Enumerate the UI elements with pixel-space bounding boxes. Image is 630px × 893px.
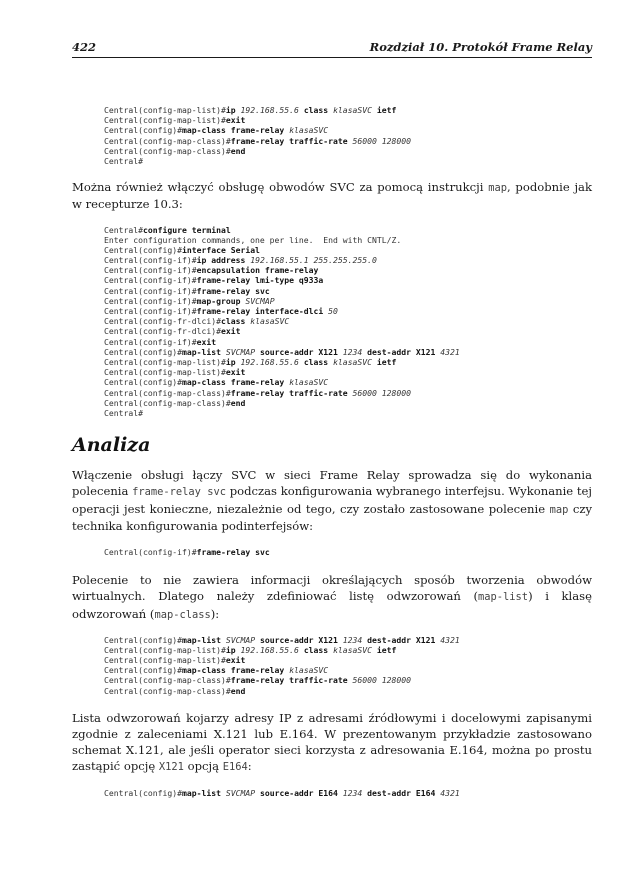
inline-code: map-class — [154, 608, 211, 621]
command-keyword: ip — [225, 356, 236, 367]
code-line — [104, 377, 592, 387]
paragraph-4 — [72, 710, 592, 776]
command-argument: klasaSVC — [289, 377, 329, 388]
code-line — [104, 306, 592, 316]
command-argument: 50 — [328, 306, 338, 317]
text-run: Central(config)# — [104, 634, 182, 645]
command-argument: klasaSVC — [289, 125, 329, 136]
command-argument: SVCMAP — [225, 346, 256, 357]
command-keyword: class — [220, 316, 246, 327]
inline-code: map — [488, 182, 507, 195]
text-run: : — [247, 759, 252, 774]
command-keyword: end — [230, 685, 246, 696]
command-keyword: ietf — [376, 356, 397, 367]
code-line — [104, 408, 592, 418]
text-run: Central(config-map-class)# — [104, 685, 231, 696]
code-line — [104, 357, 592, 367]
text-run: Central(config)# — [104, 125, 182, 136]
command-argument: klasaSVC — [333, 105, 373, 115]
text-run: Central(config)# — [104, 665, 182, 676]
text-run: Central(config-map-class)# — [104, 135, 231, 146]
command-keyword: map-class frame-relay — [181, 377, 285, 388]
command-argument: 192.168.55.6 — [240, 644, 299, 655]
command-argument: 192.168.55.1 255.255.255.0 — [250, 255, 377, 266]
inline-code: E164 — [222, 761, 248, 774]
text-run: Central(config)# — [104, 787, 182, 798]
code-line — [104, 347, 592, 357]
text-run: Central(config-if)# — [104, 265, 197, 276]
command-argument: klasaSVC — [333, 644, 373, 655]
code-line — [104, 286, 592, 296]
command-argument: 1234 — [342, 787, 363, 798]
code-line — [104, 156, 592, 166]
command-keyword: dest-addr X121 — [367, 346, 436, 357]
code-line — [104, 316, 592, 326]
text-run: Central(config)# — [104, 346, 182, 357]
text-run: ): — [210, 606, 220, 621]
command-argument: 192.168.55.6 — [240, 105, 299, 115]
command-keyword: ip — [225, 644, 236, 655]
code-line — [104, 655, 592, 665]
command-argument: 1234 — [342, 634, 363, 645]
command-keyword: interface Serial — [181, 244, 260, 255]
code-line — [104, 547, 592, 557]
paragraph-2 — [72, 467, 592, 534]
code-line — [104, 398, 592, 408]
command-keyword: map-list — [181, 787, 221, 798]
text-run: Central(config-if)# — [104, 336, 197, 347]
code-line — [104, 125, 592, 135]
text-run: podczas konfigurowania wybranego interfejsu. Wykonanie tej operacji jest konieczne, niezależnie od tego, czy zostało zastosowane polecenie — [72, 484, 592, 516]
command-keyword: frame-relay traffic-rate — [230, 675, 348, 686]
code-line — [104, 645, 592, 655]
page-header — [72, 40, 592, 58]
command-argument: 56000 128000 — [352, 387, 412, 398]
code-block-3 — [104, 547, 592, 557]
text-run: Central(config)# — [104, 377, 182, 388]
text-run: Lista odwzorowań kojarzy adresy IP z adresami źródłowymi i docelowymi zapisanymi zgodnie z zaleceniami X.121 lub E.164. W prezentowanym przykładzie zastosowano schemat X.121, ale jeśli operator sieci korzysta z adresowania E.164, można po prostu zastąpić opcję — [72, 710, 592, 774]
paragraph-3 — [72, 572, 592, 623]
command-keyword: ip address — [196, 255, 246, 266]
inline-code: X121 — [158, 761, 184, 774]
command-keyword: source-addr X121 — [259, 634, 338, 645]
code-block-1 — [104, 105, 592, 166]
text-run: Central# — [104, 155, 143, 166]
command-keyword: class — [303, 356, 329, 367]
command-keyword: map-list — [181, 346, 221, 357]
text-run: Central(config-map-class)# — [104, 675, 231, 686]
inline-code: map-list — [478, 591, 529, 604]
text-run: opcją — [183, 759, 223, 774]
code-line — [104, 326, 592, 336]
text-run: Central# — [104, 407, 143, 418]
command-keyword: source-addr E164 — [259, 787, 338, 798]
code-line — [104, 255, 592, 265]
text-run: Central(config-fr-dlci)# — [104, 326, 221, 337]
command-keyword: class — [303, 105, 329, 115]
book-page — [72, 40, 592, 798]
command-keyword: dest-addr E164 — [367, 787, 436, 798]
command-keyword: frame-relay lmi-type q933a — [196, 275, 324, 286]
code-line — [104, 275, 592, 285]
text-run: , podobnie jak w recepturze 10.3: — [72, 180, 592, 212]
command-keyword: map-list — [181, 634, 221, 645]
command-keyword: dest-addr X121 — [367, 634, 436, 645]
command-keyword: exit — [225, 115, 246, 126]
text-run: Central(config-map-list)# — [104, 644, 226, 655]
section-title: Analiza — [72, 434, 151, 457]
command-keyword: configure terminal — [142, 224, 231, 235]
text-run: Polecenie to nie zawiera informacji określających sposób tworzenia obwodów wirtualnych. Dlatego należy zdefiniować listę odwzorowań ( — [72, 573, 592, 604]
code-line — [104, 146, 592, 156]
code-line — [104, 665, 592, 675]
text-run: Central(config)# — [104, 244, 182, 255]
command-keyword: source-addr X121 — [259, 346, 338, 357]
command-argument: SVCMAP — [225, 787, 256, 798]
command-argument: 56000 128000 — [352, 675, 412, 686]
text-run: Central(config-map-class)# — [104, 145, 231, 156]
code-line — [104, 675, 592, 685]
inline-code: map — [549, 503, 569, 516]
page-number: 422 — [72, 40, 97, 54]
text-run: Central(config-fr-dlci)# — [104, 316, 221, 327]
text-run: Central(config-if)# — [104, 285, 197, 296]
command-keyword: exit — [225, 655, 246, 666]
text-run: Można również włączyć obsługę obwodów SVC za pomocą instrukcji — [72, 180, 489, 195]
inline-code: frame-relay svc — [132, 486, 226, 499]
command-keyword: frame-relay svc — [196, 285, 270, 296]
text-run: Enter configuration commands, one per line. End with CNTL/Z. — [104, 234, 402, 245]
command-argument: 4321 — [440, 634, 460, 645]
command-keyword: exit — [196, 336, 217, 347]
command-keyword: ip — [225, 105, 236, 115]
command-argument: klasaSVC — [289, 665, 329, 676]
command-argument: 192.168.55.6 — [240, 356, 299, 367]
code-line — [104, 388, 592, 398]
command-keyword: ietf — [376, 105, 397, 115]
code-line — [104, 686, 592, 696]
code-block-2 — [104, 225, 592, 419]
command-keyword: frame-relay svc — [196, 546, 270, 557]
code-line — [104, 265, 592, 275]
code-line — [104, 367, 592, 377]
text-run: Central(config-map-list)# — [104, 367, 226, 378]
command-argument: klasaSVC — [250, 316, 290, 327]
code-line — [104, 225, 592, 235]
command-keyword: map-group — [196, 295, 241, 306]
code-block-5 — [104, 788, 592, 798]
code-line — [104, 235, 592, 245]
command-keyword: end — [230, 397, 246, 408]
text-run: Central(config-if)# — [104, 275, 197, 286]
command-keyword: exit — [225, 367, 246, 378]
text-run: Central(config-if)# — [104, 306, 197, 317]
text-run: Central(config-map-class)# — [104, 387, 231, 398]
text-run: ) i klasę odwzorowań ( — [72, 589, 592, 621]
code-line — [104, 788, 592, 798]
command-keyword: exit — [220, 326, 241, 337]
text-run: Włączenie obsługi łączy SVC w sieci Frame Relay sprowadza się do wykonania polecenia — [72, 468, 592, 499]
text-run: Central(config-if)# — [104, 546, 197, 557]
code-line — [104, 136, 592, 146]
command-argument: 56000 128000 — [352, 135, 412, 146]
command-keyword: ietf — [376, 644, 397, 655]
code-line — [104, 635, 592, 645]
code-line — [104, 296, 592, 306]
command-argument: SVCMAP — [245, 295, 275, 306]
code-line — [104, 115, 592, 125]
text-run: Central(config-map-list)# — [104, 655, 226, 666]
command-argument: 4321 — [440, 346, 460, 357]
chapter-title: Rozdział 10. Protokół Frame Relay — [369, 40, 592, 54]
text-run: Central(config-map-list)# — [104, 356, 226, 367]
command-keyword: frame-relay traffic-rate — [230, 387, 348, 398]
text-run: Central(config-if)# — [104, 295, 197, 306]
text-run: Central(config-if)# — [104, 255, 197, 266]
command-keyword: map-class frame-relay — [181, 125, 285, 136]
text-run: Central# — [104, 224, 143, 235]
command-keyword: map-class frame-relay — [181, 665, 285, 676]
command-argument: 1234 — [342, 346, 363, 357]
code-line — [104, 337, 592, 347]
command-keyword: frame-relay traffic-rate — [230, 135, 348, 146]
command-argument: 4321 — [440, 787, 460, 798]
command-keyword: end — [230, 145, 246, 156]
text-run: czy technika konfigurowania podinterfejsów: — [72, 501, 592, 533]
code-line — [104, 105, 592, 115]
code-line — [104, 245, 592, 255]
code-block-4 — [104, 635, 592, 696]
command-keyword: frame-relay interface-dlci — [196, 306, 324, 317]
command-keyword: class — [303, 644, 329, 655]
command-argument: SVCMAP — [225, 634, 256, 645]
text-run: Central(config-map-class)# — [104, 397, 231, 408]
command-argument: klasaSVC — [333, 356, 373, 367]
text-run: Central(config-map-list)# — [104, 105, 226, 115]
text-run: Central(config-map-list)# — [104, 115, 226, 126]
command-keyword: encapsulation frame-relay — [196, 265, 319, 276]
paragraph-1 — [72, 179, 592, 212]
